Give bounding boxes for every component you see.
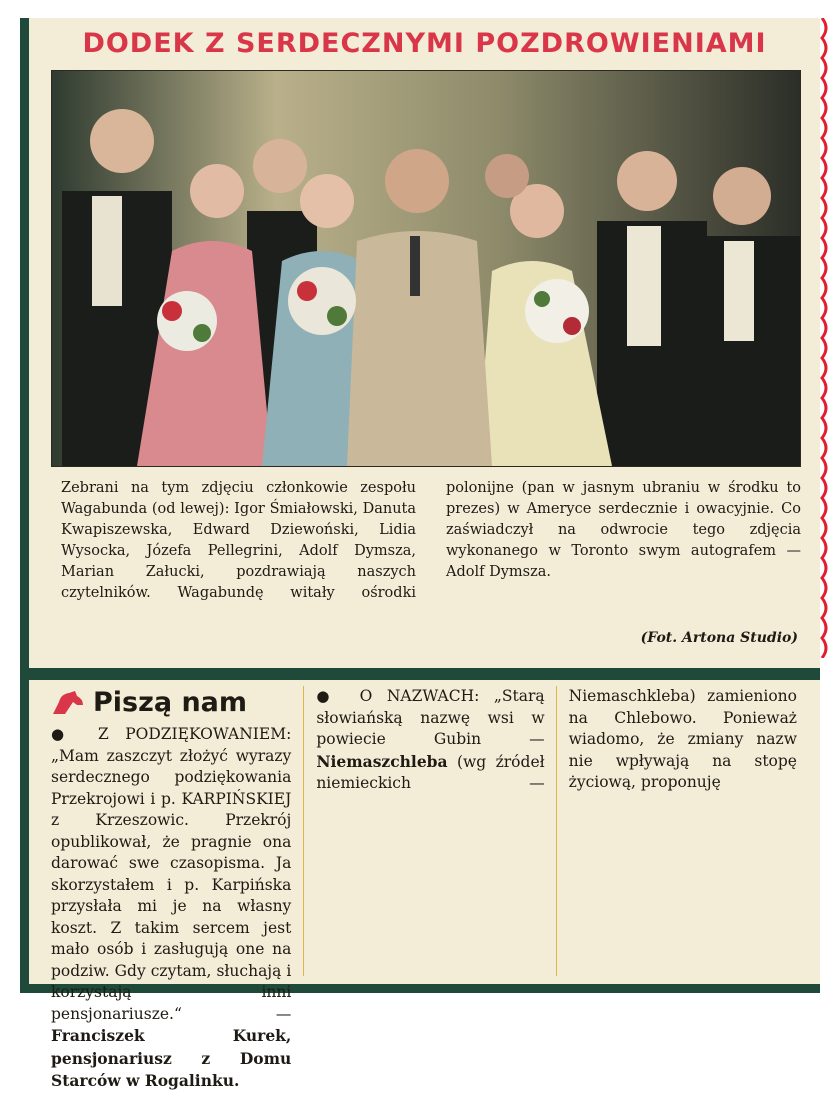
letters-column-1	[39, 686, 303, 1090]
group-photo	[51, 70, 801, 467]
red-wavy-edge	[820, 18, 832, 658]
newspaper-clipping	[20, 18, 820, 1090]
letters-column-2	[303, 686, 809, 976]
letter-2-body	[316, 686, 797, 795]
section-title: Piszą nam	[93, 687, 248, 719]
letter-1-signature: Franciszek Kurek, pensjonariusz z Domu Starców w Rogalinku.	[51, 1026, 292, 1090]
letters-section	[39, 686, 809, 1090]
letter-1-lead: Z PODZIĘKOWANIEM:	[98, 725, 292, 743]
letter-1-body	[51, 724, 291, 1093]
letter-1-text: „Mam zaszczyt złożyć wyrazy serdecznego podziękowania Przekrojowi i p. KARPIŃSKIEJ z Krzeszowic. Przekrój opublikował, że pragnie ona darować swe czasopisma. Ja skorzystałem i p. Karpińska przysłała mi je na własny koszt. Z takim sercem jest mało osób i zasługują one na podziw. Gdy czytam, słuchają i korzystają inni pensjonariusze.“ —	[51, 746, 292, 1023]
letter-2-text-b: (wg źródeł niemieckich — Niemaschkleba) zamieniono na Chlebowo. Ponieważ wiadomo, że zmiany nazw nie wpływają na stopę życiową, proponuję	[316, 687, 797, 792]
headline: DODEK Z SERDECZNYMI POZDROWIENIAMI	[82, 28, 767, 59]
photo-caption: Zebrani na tym zdjęciu członkowie zespołu Wagabunda (od lewej): Igor Śmiałowski, Danuta Kwapiszewska, Edward Dziewoński, Lidia Wysocka, Józefa Pellegrini, Adolf Dymsza, Marian Załucki, pozdrawiają naszych czytelników. Wagabundę witały ośrodki polonijne (pan w jasnym ubraniu w środku to prezes) w Ameryce serdecznie i owacyjnie. Co zaświadczył na odwrocie tego zdjęcia wykonanego w Toronto swym autografem — Adolf Dymsza.	[61, 480, 801, 601]
letter-2-text-a: „Starą słowiańską nazwę wsi w powiecie Gubin —	[316, 687, 545, 748]
black-dot-icon: ●	[316, 687, 340, 705]
black-dot-icon: ●	[51, 725, 76, 743]
photo-credit: (Fot. Artona Studio)	[640, 630, 798, 646]
group-photo-illustration	[52, 71, 800, 466]
horse-head-icon	[51, 690, 85, 716]
letter-2-lead: O NAZWACH:	[359, 687, 480, 705]
section-divider-bar	[20, 668, 820, 680]
section-header	[51, 687, 291, 719]
letter-2-bold-name: Niemaszchleba	[316, 751, 448, 771]
